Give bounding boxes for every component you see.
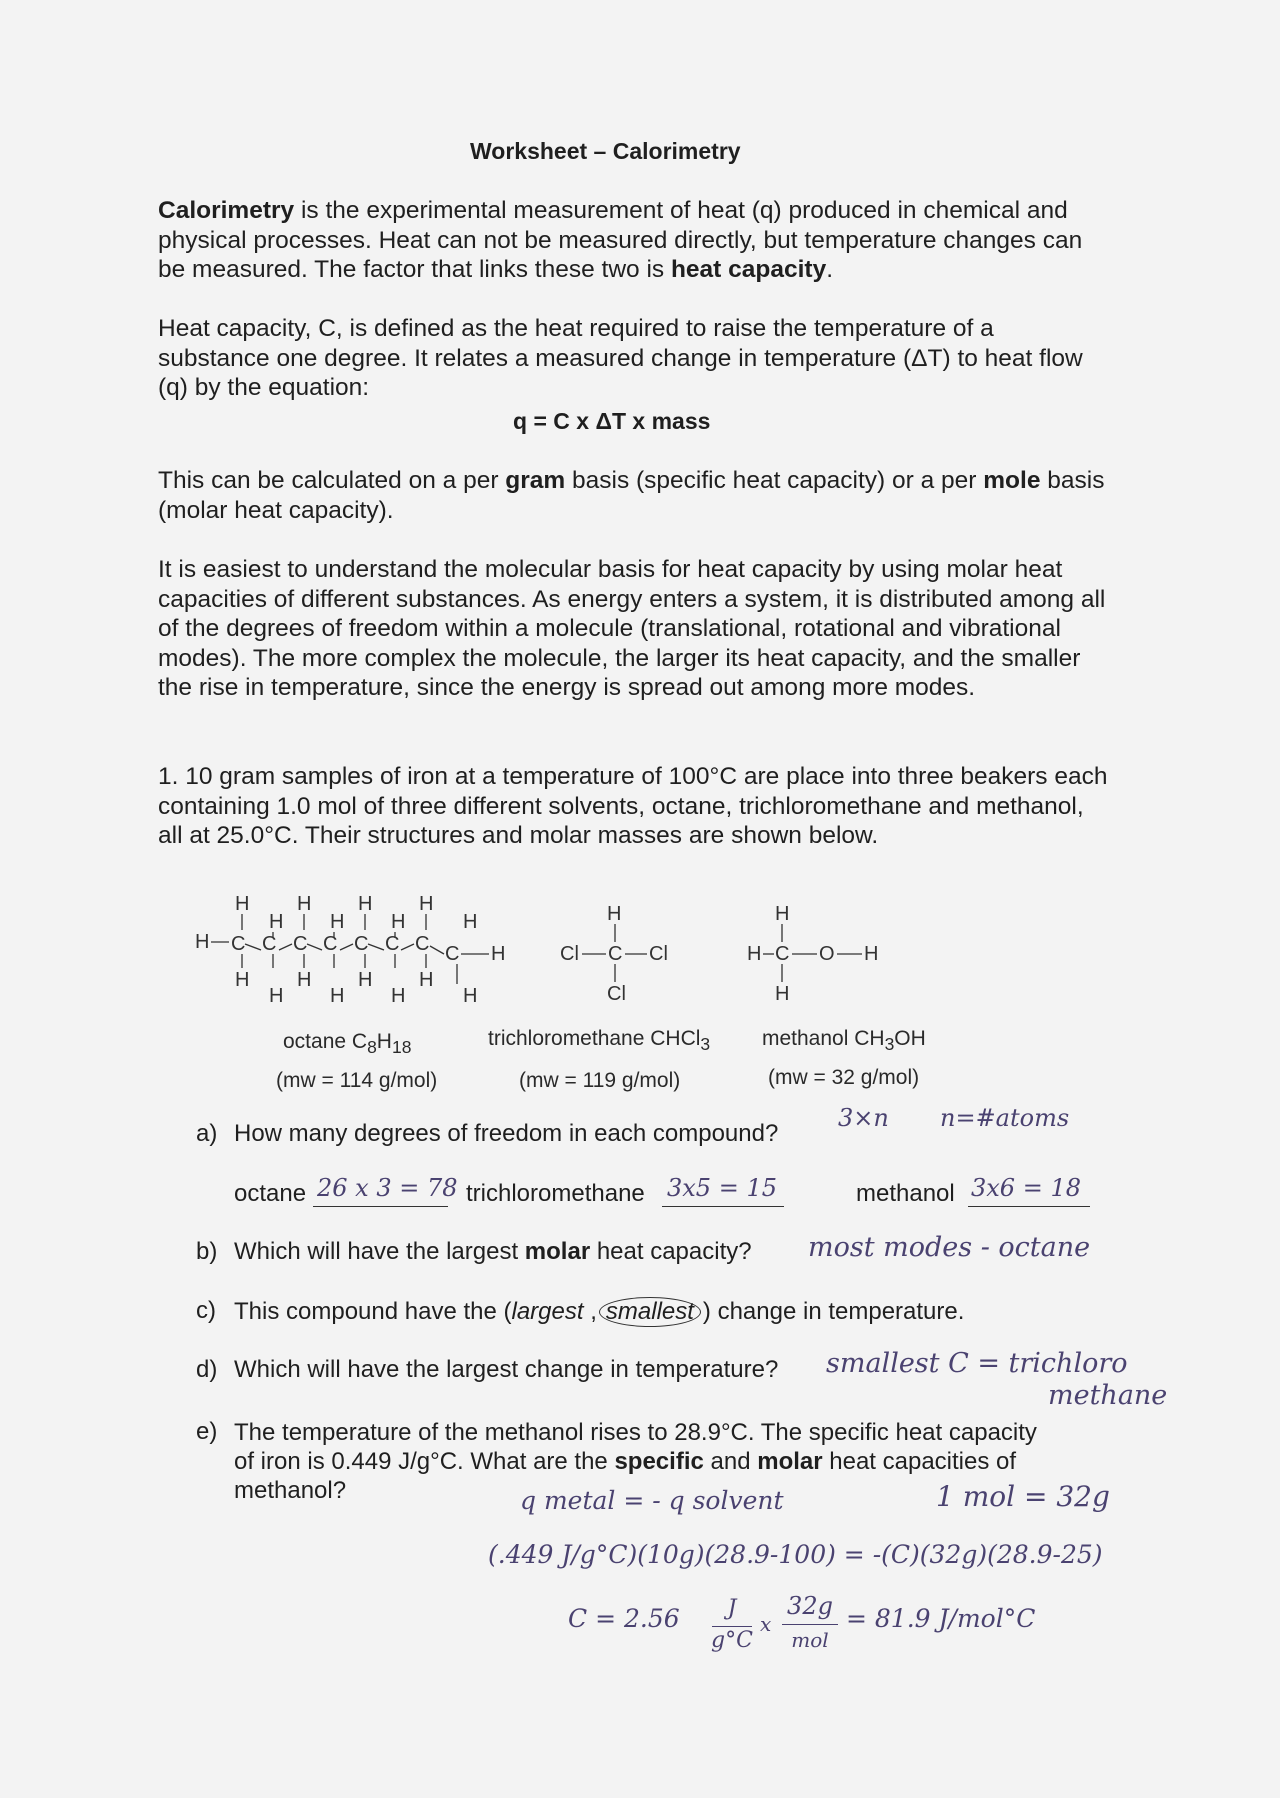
svg-text:H: H xyxy=(330,985,345,1007)
question-e: The temperature of the methanol rises to 28.9°C. The specific heat capacity of iron is 0.449 J/g°C. What are the specific and molar heat capacities of methanol? xyxy=(234,1419,1037,1504)
svg-text:H: H xyxy=(391,911,406,933)
handwritten-e-times: x xyxy=(760,1612,772,1636)
molecular-paragraph: It is easiest to understand the molecular basis for heat capacity by using molar heat capacities of different substances. As energy enters a system, it is distributed among all of the degrees of freedom within a molecule (translational, rotational and vibrational modes). The more complex the molecule, the larger its heat capacity, and the smaller the rise in temperature, since the energy is spread out among more modes. xyxy=(158,556,1106,701)
structural-formulas xyxy=(195,890,955,1015)
question-e-label: e) xyxy=(196,1418,218,1445)
question-b: Which will have the largest molar heat capacity? xyxy=(234,1238,752,1265)
question-c-label: c) xyxy=(196,1297,216,1324)
question-a: How many degrees of freedom in each compound? xyxy=(234,1120,779,1147)
handwritten-e-line1a: q metal = - q solvent xyxy=(520,1486,784,1515)
handwritten-e-frac1-bottom: g°C xyxy=(711,1628,753,1653)
handwritten-a-note: 3×n xyxy=(838,1104,889,1132)
handwritten-e-frac2-bar xyxy=(782,1624,838,1625)
svg-text:H: H xyxy=(607,903,622,925)
svg-text:H: H xyxy=(419,969,434,991)
octane-label: octane xyxy=(234,1180,307,1207)
handwritten-methanol-answer: 3x6 = 18 xyxy=(971,1174,1081,1202)
heat-equation: q = C x ΔT x mass xyxy=(513,408,711,434)
svg-text:C: C xyxy=(415,933,430,955)
svg-text:C: C xyxy=(293,933,308,955)
svg-text:H: H xyxy=(358,969,373,991)
basis-paragraph: This can be calculated on a per gram basis (specific heat capacity) or a per mole basis (molar heat capacity). xyxy=(158,467,1105,524)
svg-text:H: H xyxy=(419,893,434,915)
trichloromethane-caption: trichloromethane CHCl$_3$ xyxy=(488,1027,711,1055)
handwritten-e-line3b: = 81.9 J/mol°C xyxy=(846,1604,1036,1633)
question-d-label: d) xyxy=(196,1356,218,1383)
svg-text:H: H xyxy=(297,969,312,991)
handwritten-a-note2: n=#atoms xyxy=(940,1104,1070,1132)
handwritten-b-answer: most modes - octane xyxy=(808,1232,1091,1263)
question-d: Which will have the largest change in temperature? xyxy=(234,1356,779,1383)
intro-paragraph: Calorimetry is the experimental measurement of heat (q) produced in chemical and physical processes. Heat can not be measured directly, but temperature changes can be measured. The factor that links these two is heat capacity. xyxy=(158,197,1083,283)
svg-text:H: H xyxy=(775,903,790,925)
svg-text:Cl: Cl xyxy=(649,943,668,965)
trichloromethane-structure xyxy=(560,903,668,1005)
svg-text:H: H xyxy=(463,985,478,1007)
svg-text:H: H xyxy=(775,983,790,1005)
handwritten-d-answer-2: methane xyxy=(1048,1380,1168,1411)
handwritten-octane-answer: 26 x 3 = 78 xyxy=(317,1174,458,1202)
heat-capacity-paragraph: Heat capacity, C, is defined as the heat required to raise the temperature of a substance one degree. It relates a measured change in temperature (ΔT) to heat flow (q) by the equation: xyxy=(158,315,1083,401)
svg-text:H: H xyxy=(297,893,312,915)
trichloromethane-mw: (mw = 119 g/mol) xyxy=(519,1069,681,1092)
svg-text:H: H xyxy=(269,911,284,933)
handwritten-e-line2: (.449 J/g°C)(10g)(28.9-100) = -(C)(32g)(28.9-25) xyxy=(488,1540,1103,1569)
page-title: Worksheet – Calorimetry xyxy=(470,138,741,164)
handwritten-e-frac1-top: J xyxy=(727,1596,737,1621)
term-heat-capacity: heat capacity xyxy=(670,256,827,283)
svg-text:C: C xyxy=(231,933,246,955)
svg-text:H: H xyxy=(330,911,345,933)
svg-text:H: H xyxy=(195,931,210,953)
svg-text:H: H xyxy=(358,893,373,915)
methanol-mw: (mw = 32 g/mol) xyxy=(768,1066,920,1089)
methanol-caption: methanol $CH_3OH$ xyxy=(762,1027,926,1055)
trichloromethane-label: trichloromethane xyxy=(466,1180,645,1207)
svg-text:C: C xyxy=(262,933,277,955)
svg-text:H: H xyxy=(864,943,879,965)
methanol-structure xyxy=(747,903,878,1005)
svg-text:H: H xyxy=(391,985,406,1007)
handwritten-e-line1b: 1 mol = 32g xyxy=(936,1480,1110,1513)
handwritten-d-answer-1: smallest C = trichloro xyxy=(826,1348,1128,1379)
octane-caption: octane $C_8H_{18}$ xyxy=(283,1030,412,1058)
svg-text:H: H xyxy=(269,985,284,1007)
handwritten-e-line3a: C = 2.56 xyxy=(568,1604,680,1633)
question-c: This compound have the (largest , smallest ) change in temperature. xyxy=(234,1298,965,1325)
handwritten-e-frac2-top: 32g xyxy=(787,1592,833,1620)
svg-text:H: H xyxy=(491,943,506,965)
svg-text:H: H xyxy=(747,943,762,965)
term-mole: mole xyxy=(983,467,1041,494)
question-a-label: a) xyxy=(196,1120,218,1147)
handwritten-trichloromethane-answer: 3x5 = 15 xyxy=(667,1174,777,1202)
svg-text:C: C xyxy=(385,933,400,955)
octane-structure xyxy=(195,893,505,1007)
term-calorimetry: Calorimetry xyxy=(158,197,295,224)
svg-text:H: H xyxy=(235,969,250,991)
svg-text:C: C xyxy=(354,933,369,955)
svg-text:H: H xyxy=(235,893,250,915)
svg-text:C: C xyxy=(608,943,623,965)
svg-text:C: C xyxy=(775,943,790,965)
handwritten-e-frac2-bottom: mol xyxy=(791,1628,829,1652)
svg-text:C: C xyxy=(445,943,460,965)
circled-smallest: smallest xyxy=(599,1297,701,1327)
octane-mw: (mw = 114 g/mol) xyxy=(276,1069,438,1092)
svg-text:C: C xyxy=(323,933,338,955)
question-b-label: b) xyxy=(196,1238,218,1265)
svg-text:Cl: Cl xyxy=(560,943,579,965)
methanol-label: methanol xyxy=(856,1180,955,1207)
svg-text:H: H xyxy=(463,911,478,933)
svg-text:Cl: Cl xyxy=(607,983,626,1005)
svg-text:O: O xyxy=(819,943,835,965)
term-gram: gram xyxy=(505,467,566,494)
problem-1: 1. 10 gram samples of iron at a temperature of 100°C are place into three beakers each containing 1.0 mol of three different solvents, octane, trichloromethane and methanol, all at 25.0°C. Their structures and molar masses are shown below. xyxy=(158,763,1108,849)
handwritten-e-frac1-bar xyxy=(712,1626,752,1627)
